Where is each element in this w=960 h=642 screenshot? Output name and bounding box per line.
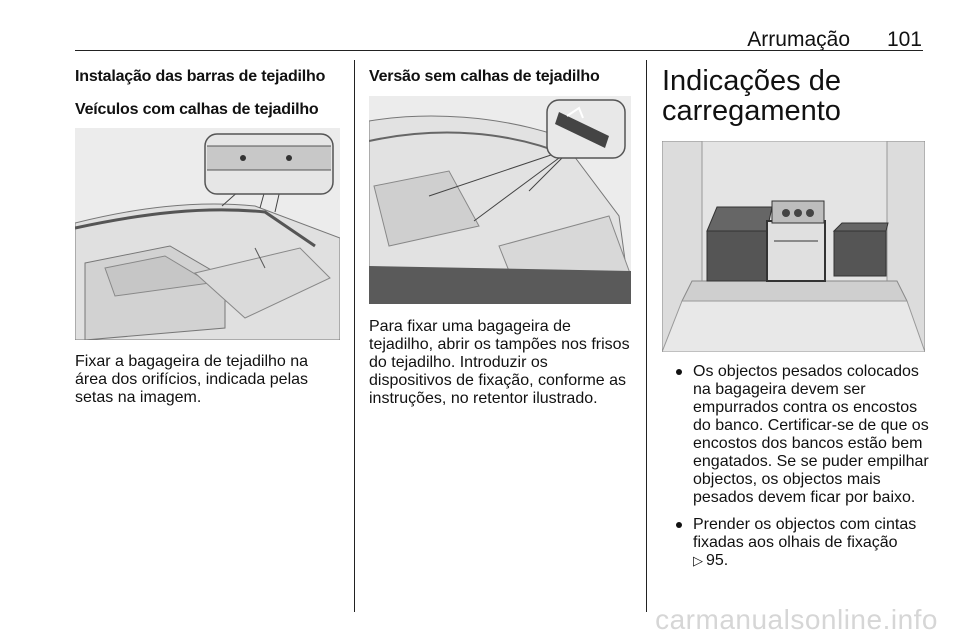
header-title: Arrumação — [747, 28, 850, 51]
section-heading-roof-bars: Instalação das barras de tejadilho — [75, 68, 326, 85]
list-item — [668, 516, 930, 570]
xref-page[interactable]: 95. — [706, 552, 729, 569]
loading-bullet-list — [668, 363, 930, 579]
subheading-roof-rails: Veículos com calhas de tejadilho — [75, 101, 319, 118]
list-item — [668, 363, 930, 507]
figure-no-rails — [369, 96, 631, 304]
column-divider-1 — [354, 60, 355, 612]
page-number: 101 — [886, 28, 922, 51]
watermark: carmanualsonline.info — [655, 604, 938, 635]
cross-reference-arrow-icon: ▷ — [693, 553, 703, 568]
paragraph-no-rails: Para fixar uma bagageira de tejadilho, abrir os tampões nos frisos do tejadilho. Introduzir os dispositivos de fixação, conforme as instruções, no retentor ilustrado. — [369, 318, 630, 407]
bullet-icon — [676, 369, 682, 375]
column-divider-2 — [646, 60, 647, 612]
figure-loading — [662, 141, 925, 352]
bullet-text: Os objectos pesados colocados na bagageira devem ser empurrados contra os encostos do banco. Certificar-se de que os encostos dos bancos estão bem engatados. Se se puder empilhar objectos, os objectos mais pesados devem ficar por baixo. — [693, 363, 929, 506]
paragraph-roof-rails: Fixar a bagageira de tejadilho na área dos orifícios, indicada pelas setas na imagem. — [75, 353, 309, 406]
bullet-icon — [676, 522, 682, 528]
bullet-text: Prender os objectos com cintas fixadas aos olhais de fixação — [693, 516, 917, 551]
section-heading-loading: Indicações de carregamento — [662, 65, 841, 127]
subheading-no-rails: Versão sem calhas de tejadilho — [369, 68, 600, 85]
header-rule — [75, 50, 923, 51]
figure-roof-rails — [75, 128, 340, 340]
